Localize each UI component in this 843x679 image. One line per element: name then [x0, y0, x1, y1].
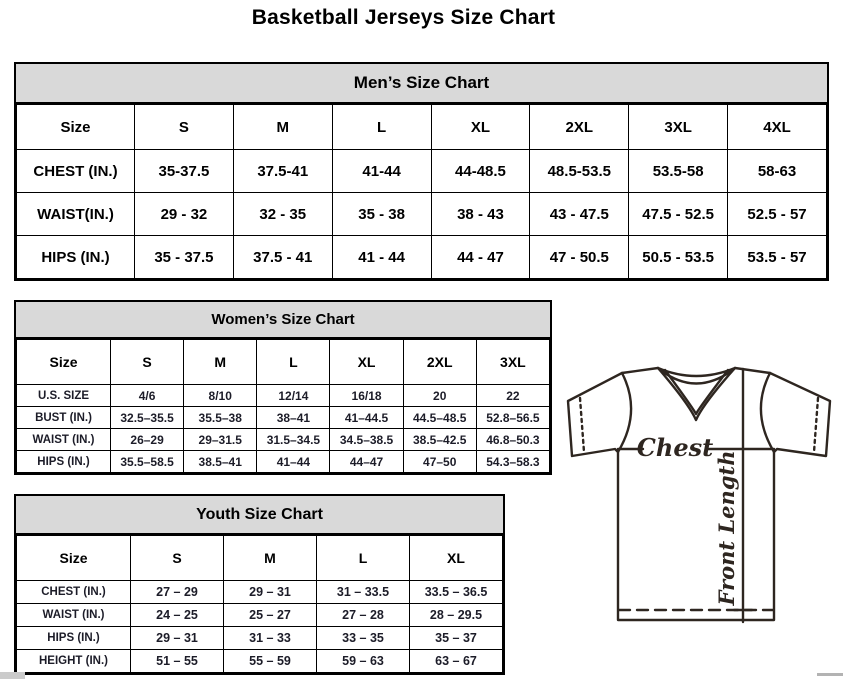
measurement-cell: 25 – 27 — [224, 604, 317, 627]
youth-size-table — [16, 535, 503, 673]
size-column-header: L — [257, 340, 330, 385]
measurement-cell: 50.5 - 53.5 — [629, 236, 728, 279]
front-length-label: Front Length — [714, 450, 739, 606]
measurement-label: HEIGHT (IN.) — [17, 650, 131, 673]
measurement-row — [17, 385, 550, 407]
measurement-row — [17, 236, 827, 279]
measurement-label: WAIST (IN.) — [17, 604, 131, 627]
measurement-cell: 38.5–42.5 — [403, 429, 476, 451]
size-column-header: M — [233, 105, 332, 150]
measurement-label: BUST (IN.) — [17, 407, 111, 429]
measurement-cell: 33 – 35 — [317, 627, 410, 650]
measurement-cell: 16/18 — [330, 385, 403, 407]
mens-chart-title: Men’s Size Chart — [16, 64, 827, 104]
measurement-cell: 4/6 — [111, 385, 184, 407]
size-column-header: S — [131, 536, 224, 581]
measurement-cell: 26–29 — [111, 429, 184, 451]
measurement-cell: 27 – 29 — [131, 581, 224, 604]
chest-label: Chest — [636, 433, 714, 462]
measurement-label: HIPS (IN.) — [17, 451, 111, 473]
measurement-cell: 37.5-41 — [233, 150, 332, 193]
womens-size-chart — [14, 300, 552, 475]
size-column-label: Size — [17, 340, 111, 385]
jersey-measurement-diagram — [558, 356, 840, 630]
size-column-header: S — [135, 105, 234, 150]
bottom-left-cutoff-fragment — [0, 672, 25, 679]
measurement-cell: 37.5 - 41 — [233, 236, 332, 279]
measurement-cell: 44-48.5 — [431, 150, 530, 193]
measurement-cell: 44.5–48.5 — [403, 407, 476, 429]
size-column-header: 3XL — [629, 105, 728, 150]
measurement-cell: 41 - 44 — [332, 236, 431, 279]
measurement-cell: 46.8–50.3 — [476, 429, 549, 451]
measurement-row — [17, 604, 503, 627]
measurement-cell: 44 - 47 — [431, 236, 530, 279]
size-column-label: Size — [17, 536, 131, 581]
size-header-row — [17, 340, 550, 385]
measurement-cell: 31 – 33 — [224, 627, 317, 650]
measurement-cell: 63 – 67 — [410, 650, 503, 673]
measurement-cell: 55 – 59 — [224, 650, 317, 673]
measurement-cell: 24 – 25 — [131, 604, 224, 627]
measurement-cell: 58-63 — [728, 150, 827, 193]
measurement-row — [17, 407, 550, 429]
measurement-cell: 32 - 35 — [233, 193, 332, 236]
jersey-cuff-stitch-right — [814, 398, 818, 452]
measurement-cell: 44–47 — [330, 451, 403, 473]
measurement-cell: 53.5 - 57 — [728, 236, 827, 279]
measurement-label: CHEST (IN.) — [17, 150, 135, 193]
measurement-cell: 38.5–41 — [184, 451, 257, 473]
size-column-header: S — [111, 340, 184, 385]
youth-chart-title: Youth Size Chart — [16, 496, 503, 535]
measurement-cell: 52.5 - 57 — [728, 193, 827, 236]
measurement-row — [17, 650, 503, 673]
measurement-cell: 52.8–56.5 — [476, 407, 549, 429]
measurement-row — [17, 581, 503, 604]
measurement-cell: 12/14 — [257, 385, 330, 407]
measurement-cell: 29 – 31 — [131, 627, 224, 650]
size-header-row — [17, 536, 503, 581]
measurement-cell: 31 – 33.5 — [317, 581, 410, 604]
size-column-header: M — [184, 340, 257, 385]
size-column-header: XL — [431, 105, 530, 150]
measurement-cell: 38 - 43 — [431, 193, 530, 236]
womens-size-table — [16, 339, 550, 473]
jersey-body-outline — [568, 368, 830, 620]
measurement-cell: 38–41 — [257, 407, 330, 429]
measurement-cell: 47.5 - 52.5 — [629, 193, 728, 236]
measurement-row — [17, 193, 827, 236]
measurement-row — [17, 150, 827, 193]
jersey-armhole-right — [761, 373, 774, 452]
measurement-row — [17, 429, 550, 451]
size-column-header: 2XL — [403, 340, 476, 385]
youth-size-chart — [14, 494, 505, 675]
measurement-row — [17, 451, 550, 473]
measurement-cell: 41-44 — [332, 150, 431, 193]
measurement-cell: 29 – 31 — [224, 581, 317, 604]
measurement-cell: 35.5–58.5 — [111, 451, 184, 473]
measurement-row — [17, 627, 503, 650]
measurement-cell: 59 – 63 — [317, 650, 410, 673]
measurement-cell: 29 - 32 — [135, 193, 234, 236]
measurement-cell: 31.5–34.5 — [257, 429, 330, 451]
bottom-right-cutoff-fragment — [817, 673, 843, 676]
measurement-cell: 34.5–38.5 — [330, 429, 403, 451]
measurement-cell: 20 — [403, 385, 476, 407]
measurement-cell: 33.5 – 36.5 — [410, 581, 503, 604]
size-column-header: L — [317, 536, 410, 581]
measurement-cell: 48.5-53.5 — [530, 150, 629, 193]
size-column-header: 2XL — [530, 105, 629, 150]
measurement-cell: 35 – 37 — [410, 627, 503, 650]
measurement-cell: 27 – 28 — [317, 604, 410, 627]
measurement-cell: 35 - 38 — [332, 193, 431, 236]
measurement-cell: 28 – 29.5 — [410, 604, 503, 627]
measurement-cell: 47–50 — [403, 451, 476, 473]
measurement-cell: 53.5-58 — [629, 150, 728, 193]
measurement-cell: 41–44.5 — [330, 407, 403, 429]
size-column-header: 3XL — [476, 340, 549, 385]
measurement-cell: 22 — [476, 385, 549, 407]
measurement-cell: 54.3–58.3 — [476, 451, 549, 473]
jersey-armhole-left — [618, 373, 631, 452]
measurement-cell: 35 - 37.5 — [135, 236, 234, 279]
measurement-cell: 51 – 55 — [131, 650, 224, 673]
size-column-header: 4XL — [728, 105, 827, 150]
page-title: Basketball Jerseys Size Chart — [251, 6, 556, 29]
size-column-label: Size — [17, 105, 135, 150]
measurement-label: U.S. SIZE — [17, 385, 111, 407]
size-column-header: M — [224, 536, 317, 581]
measurement-label: HIPS (IN.) — [17, 627, 131, 650]
measurement-label: WAIST (IN.) — [17, 429, 111, 451]
measurement-cell: 47 - 50.5 — [530, 236, 629, 279]
mens-size-table — [16, 104, 827, 279]
measurement-cell: 35-37.5 — [135, 150, 234, 193]
measurement-cell: 35.5–38 — [184, 407, 257, 429]
mens-size-chart — [14, 62, 829, 281]
size-column-header: L — [332, 105, 431, 150]
jersey-cuff-stitch-left — [580, 398, 584, 452]
measurement-label: WAIST(IN.) — [17, 193, 135, 236]
measurement-cell: 43 - 47.5 — [530, 193, 629, 236]
size-column-header: XL — [410, 536, 503, 581]
measurement-cell: 8/10 — [184, 385, 257, 407]
size-header-row — [17, 105, 827, 150]
measurement-cell: 32.5–35.5 — [111, 407, 184, 429]
measurement-label: HIPS (IN.) — [17, 236, 135, 279]
size-column-header: XL — [330, 340, 403, 385]
measurement-label: CHEST (IN.) — [17, 581, 131, 604]
measurement-cell: 41–44 — [257, 451, 330, 473]
womens-chart-title: Women’s Size Chart — [16, 302, 550, 339]
measurement-cell: 29–31.5 — [184, 429, 257, 451]
